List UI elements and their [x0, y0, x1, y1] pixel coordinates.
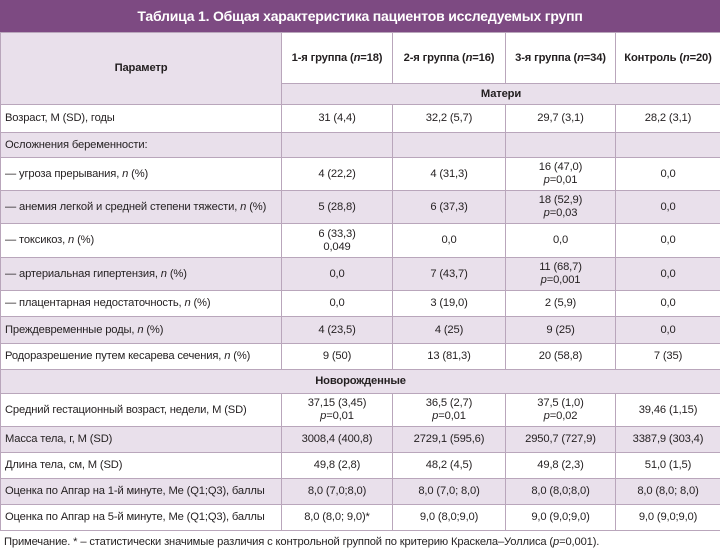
table-row	[1, 505, 720, 531]
cell: 9,0 (8,0;9,0)	[393, 505, 506, 531]
control-header: Контроль (n=20)	[616, 33, 720, 84]
cell: 36,5 (2,7) p=0,01	[393, 394, 506, 427]
cell: 6 (33,3) 0,049	[282, 224, 393, 258]
row-label: Длина тела, см, M (SD)	[1, 453, 282, 479]
cell: 0,0	[506, 224, 616, 258]
cell: 4 (23,5)	[282, 317, 393, 344]
table-row	[1, 479, 720, 505]
cell	[506, 133, 616, 158]
cell: 9,0 (9,0;9,0)	[616, 505, 720, 531]
header-row	[1, 33, 720, 84]
cell: 0,0	[616, 258, 720, 291]
cell: 32,2 (5,7)	[393, 105, 506, 133]
cell: 3387,9 (303,4)	[616, 427, 720, 453]
table-row	[1, 133, 720, 158]
cell: 37,5 (1,0) p=0,02	[506, 394, 616, 427]
cell: 0,0	[616, 291, 720, 317]
cell: 37,15 (3,45) p=0,01	[282, 394, 393, 427]
table-row	[1, 394, 720, 427]
cell	[393, 133, 506, 158]
param-header: Параметр	[1, 33, 282, 105]
cell: 2950,7 (727,9)	[506, 427, 616, 453]
row-label: — угроза прерывания, n (%)	[1, 158, 282, 191]
cell: 8,0 (8,0; 9,0)*	[282, 505, 393, 531]
table-row	[1, 317, 720, 344]
cell	[616, 133, 720, 158]
row-label: Родоразрешение путем кесарева сечения, n (%)	[1, 344, 282, 370]
cell: 48,2 (4,5)	[393, 453, 506, 479]
cell: 28,2 (3,1)	[616, 105, 720, 133]
table-row	[1, 291, 720, 317]
table-row	[1, 427, 720, 453]
cell: 39,46 (1,15)	[616, 394, 720, 427]
section-mothers: Матери	[282, 84, 720, 105]
cell: 0,0	[282, 291, 393, 317]
cell: 8,0 (8,0;8,0)	[506, 479, 616, 505]
cell: 0,0	[616, 317, 720, 344]
table-row	[1, 105, 720, 133]
cell: 6 (37,3)	[393, 191, 506, 224]
cell: 4 (25)	[393, 317, 506, 344]
cell: 20 (58,8)	[506, 344, 616, 370]
row-label: Осложнения беременности:	[1, 133, 282, 158]
row-label: Оценка по Апгар на 1-й минуте, Me (Q1;Q3), баллы	[1, 479, 282, 505]
cell: 2 (5,9)	[506, 291, 616, 317]
cell: 2729,1 (595,6)	[393, 427, 506, 453]
table-footnote: Примечание. * – статистически значимые различия с контрольной группой по критерию Краскела–Уоллиса (p=0,001).	[0, 531, 720, 549]
cell: 3008,4 (400,8)	[282, 427, 393, 453]
cell: 4 (22,2)	[282, 158, 393, 191]
cell: 7 (43,7)	[393, 258, 506, 291]
group-3-header: 3-я группа (n=34)	[506, 33, 616, 84]
row-label: — токсикоз, n (%)	[1, 224, 282, 258]
cell: 8,0 (7,0; 8,0)	[393, 479, 506, 505]
row-label: Средний гестационный возраст, недели, M (SD)	[1, 394, 282, 427]
group-2-header: 2-я группа (n=16)	[393, 33, 506, 84]
cell: 0,0	[393, 224, 506, 258]
cell: 11 (68,7) p=0,001	[506, 258, 616, 291]
cell: 0,0	[616, 191, 720, 224]
table-row	[1, 344, 720, 370]
table-row	[1, 453, 720, 479]
cell: 49,8 (2,8)	[282, 453, 393, 479]
row-label: Оценка по Апгар на 5-й минуте, Me (Q1;Q3), баллы	[1, 505, 282, 531]
cell	[282, 133, 393, 158]
table-row	[1, 158, 720, 191]
cell: 51,0 (1,5)	[616, 453, 720, 479]
cell: 49,8 (2,3)	[506, 453, 616, 479]
row-label: — анемия легкой и средней степени тяжести, n (%)	[1, 191, 282, 224]
cell: 0,0	[616, 224, 720, 258]
cell: 31 (4,4)	[282, 105, 393, 133]
row-label: Возраст, M (SD), годы	[1, 105, 282, 133]
row-label: — плацентарная недостаточность, n (%)	[1, 291, 282, 317]
cell: 29,7 (3,1)	[506, 105, 616, 133]
cell: 0,0	[616, 158, 720, 191]
cell: 3 (19,0)	[393, 291, 506, 317]
cell: 0,0	[282, 258, 393, 291]
patients-table	[0, 32, 720, 531]
cell: 4 (31,3)	[393, 158, 506, 191]
cell: 13 (81,3)	[393, 344, 506, 370]
cell: 9,0 (9,0;9,0)	[506, 505, 616, 531]
cell: 18 (52,9) p=0,03	[506, 191, 616, 224]
table-title: Таблица 1. Общая характеристика пациентов исследуемых групп	[0, 0, 720, 32]
group-1-header: 1-я группа (n=18)	[282, 33, 393, 84]
section-newborns: Новорожденные	[1, 370, 720, 394]
row-label: — артериальная гипертензия, n (%)	[1, 258, 282, 291]
cell: 7 (35)	[616, 344, 720, 370]
table-row	[1, 258, 720, 291]
cell: 8,0 (8,0; 8,0)	[616, 479, 720, 505]
cell: 9 (50)	[282, 344, 393, 370]
row-label: Масса тела, г, M (SD)	[1, 427, 282, 453]
section-row-newborns	[1, 370, 720, 394]
cell: 5 (28,8)	[282, 191, 393, 224]
table-row	[1, 224, 720, 258]
table-row	[1, 191, 720, 224]
cell: 9 (25)	[506, 317, 616, 344]
cell: 16 (47,0) p=0,01	[506, 158, 616, 191]
cell: 8,0 (7,0;8,0)	[282, 479, 393, 505]
row-label: Преждевременные роды, n (%)	[1, 317, 282, 344]
